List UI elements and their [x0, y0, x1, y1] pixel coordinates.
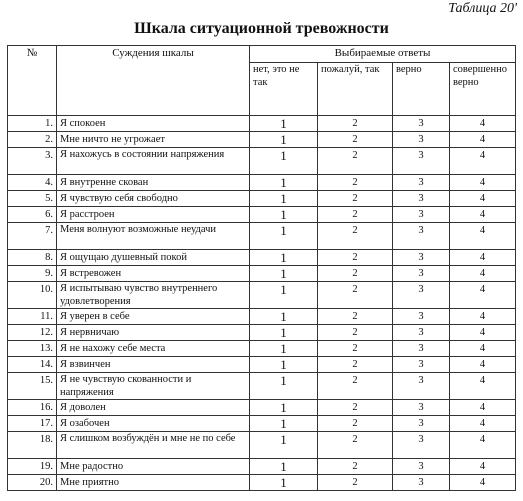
answer-value: 3	[393, 475, 450, 491]
answer-value: 1	[250, 223, 318, 250]
answer-value: 3	[393, 459, 450, 475]
answer-value: 3	[393, 282, 450, 309]
row-number: 13.	[8, 341, 57, 357]
statement-text: Я озабочен	[57, 416, 250, 432]
answer-value: 3	[393, 432, 450, 459]
statement-text: Я внутренне скован	[57, 175, 250, 191]
answer-value: 2	[318, 223, 393, 250]
answer-value: 3	[393, 373, 450, 400]
answer-value: 1	[250, 282, 318, 309]
answer-value: 3	[393, 175, 450, 191]
table-row	[8, 207, 516, 223]
row-number: 3.	[8, 148, 57, 175]
statement-text: Мне ничто не угрожает	[57, 132, 250, 148]
statement-text: Я слишком возбуждён и мне не по себе	[57, 432, 250, 459]
table-row	[8, 191, 516, 207]
answer-value: 1	[250, 132, 318, 148]
row-number: 1.	[8, 116, 57, 132]
row-number: 6.	[8, 207, 57, 223]
answer-value: 2	[318, 341, 393, 357]
table-row	[8, 432, 516, 459]
page-title: Шкала ситуационной тревожности	[134, 20, 389, 37]
answer-value: 4	[450, 266, 516, 282]
table-row	[8, 266, 516, 282]
answer-value: 4	[450, 475, 516, 491]
answer-value: 2	[318, 475, 393, 491]
row-number: 18.	[8, 432, 57, 459]
answer-value: 4	[450, 416, 516, 432]
statement-text: Я взвинчен	[57, 357, 250, 373]
answer-value: 3	[393, 309, 450, 325]
header-num: №	[8, 46, 57, 116]
answer-value: 1	[250, 207, 318, 223]
row-number: 20.	[8, 475, 57, 491]
answer-value: 2	[318, 266, 393, 282]
answer-value: 3	[393, 191, 450, 207]
statement-text: Я не нахожу себе места	[57, 341, 250, 357]
answer-value: 4	[450, 432, 516, 459]
row-number: 2.	[8, 132, 57, 148]
row-number: 10.	[8, 282, 57, 309]
answer-value: 2	[318, 175, 393, 191]
answer-value: 4	[450, 282, 516, 309]
statement-text: Я доволен	[57, 400, 250, 416]
header-answers: Выбираемые ответы	[250, 46, 516, 63]
answer-value: 4	[450, 325, 516, 341]
answer-value: 3	[393, 207, 450, 223]
answer-value: 1	[250, 309, 318, 325]
table-row	[8, 309, 516, 325]
answer-value: 4	[450, 148, 516, 175]
answer-value: 1	[250, 357, 318, 373]
answer-value: 4	[450, 400, 516, 416]
statement-text: Я нахожусь в состоянии напряжения	[57, 148, 250, 175]
answer-value: 2	[318, 357, 393, 373]
row-number: 4.	[8, 175, 57, 191]
answer-value: 3	[393, 325, 450, 341]
statement-text: Я испытываю чувство внутреннего удовлетворения	[57, 282, 250, 309]
answer-value: 3	[393, 400, 450, 416]
table-row	[8, 132, 516, 148]
header-answer-option: верно	[393, 63, 450, 116]
table-row	[8, 416, 516, 432]
row-number: 8.	[8, 250, 57, 266]
answer-value: 2	[318, 459, 393, 475]
row-number: 17.	[8, 416, 57, 432]
answer-value: 1	[250, 459, 318, 475]
answer-value: 2	[318, 373, 393, 400]
answer-value: 2	[318, 191, 393, 207]
anxiety-scale-table	[7, 45, 516, 491]
answer-value: 4	[450, 175, 516, 191]
answer-value: 3	[393, 116, 450, 132]
statement-text: Я чувствую себя свободно	[57, 191, 250, 207]
answer-value: 4	[450, 309, 516, 325]
answer-value: 2	[318, 132, 393, 148]
answer-value: 4	[450, 357, 516, 373]
answer-value: 2	[318, 282, 393, 309]
answer-value: 1	[250, 475, 318, 491]
answer-value: 1	[250, 373, 318, 400]
answer-value: 4	[450, 116, 516, 132]
table-row	[8, 400, 516, 416]
table-row	[8, 223, 516, 250]
answer-value: 4	[450, 459, 516, 475]
answer-value: 4	[450, 373, 516, 400]
row-number: 5.	[8, 191, 57, 207]
statement-text: Я нервничаю	[57, 325, 250, 341]
answer-value: 1	[250, 250, 318, 266]
statement-text: Мне приятно	[57, 475, 250, 491]
statement-text: Я уверен в себе	[57, 309, 250, 325]
statement-text: Мне радостно	[57, 459, 250, 475]
row-number: 12.	[8, 325, 57, 341]
row-number: 16.	[8, 400, 57, 416]
answer-value: 3	[393, 148, 450, 175]
answer-value: 1	[250, 266, 318, 282]
table-row	[8, 175, 516, 191]
header-answer-option: нет, это не так	[250, 63, 318, 116]
table-row	[8, 148, 516, 175]
answer-value: 2	[318, 432, 393, 459]
table-row	[8, 250, 516, 266]
table-body	[8, 116, 516, 491]
statement-text: Я спокоен	[57, 116, 250, 132]
table-tag: Таблица 20'	[448, 1, 517, 16]
answer-value: 1	[250, 175, 318, 191]
table-row	[8, 459, 516, 475]
answer-value: 2	[318, 325, 393, 341]
statement-text: Меня волнуют возможные неудачи	[57, 223, 250, 250]
row-number: 19.	[8, 459, 57, 475]
answer-value: 2	[318, 400, 393, 416]
statement-text: Я встревожен	[57, 266, 250, 282]
table-row	[8, 116, 516, 132]
answer-value: 2	[318, 416, 393, 432]
row-number: 11.	[8, 309, 57, 325]
header-answer-option: совершенно верно	[450, 63, 516, 116]
answer-value: 3	[393, 416, 450, 432]
answer-value: 2	[318, 148, 393, 175]
row-number: 9.	[8, 266, 57, 282]
answer-value: 1	[250, 191, 318, 207]
statement-text: Я расстроен	[57, 207, 250, 223]
answer-value: 4	[450, 207, 516, 223]
answer-value: 4	[450, 223, 516, 250]
answer-value: 3	[393, 132, 450, 148]
answer-value: 3	[393, 250, 450, 266]
answer-value: 3	[393, 266, 450, 282]
header-statements: Суждения шкалы	[57, 46, 250, 116]
answer-value: 2	[318, 309, 393, 325]
answer-value: 4	[450, 341, 516, 357]
answer-value: 3	[393, 341, 450, 357]
statement-text: Я не чувствую скованности и напряжения	[57, 373, 250, 400]
answer-value: 1	[250, 325, 318, 341]
answer-value: 3	[393, 357, 450, 373]
table-row	[8, 325, 516, 341]
row-number: 15.	[8, 373, 57, 400]
statement-text: Я ощущаю душевный покой	[57, 250, 250, 266]
table-row	[8, 341, 516, 357]
answer-value: 1	[250, 148, 318, 175]
table-row	[8, 282, 516, 309]
answer-value: 4	[450, 132, 516, 148]
answer-value: 4	[450, 191, 516, 207]
header-answer-option: пожалуй, так	[318, 63, 393, 116]
answer-value: 2	[318, 207, 393, 223]
row-number: 14.	[8, 357, 57, 373]
answer-value: 1	[250, 116, 318, 132]
table-row	[8, 475, 516, 491]
table-row	[8, 373, 516, 400]
row-number: 7.	[8, 223, 57, 250]
answer-value: 1	[250, 400, 318, 416]
answer-value: 4	[450, 250, 516, 266]
answer-value: 1	[250, 341, 318, 357]
answer-value: 3	[393, 223, 450, 250]
table-row	[8, 357, 516, 373]
answer-value: 2	[318, 250, 393, 266]
answer-value: 2	[318, 116, 393, 132]
answer-value: 1	[250, 416, 318, 432]
answer-value: 1	[250, 432, 318, 459]
